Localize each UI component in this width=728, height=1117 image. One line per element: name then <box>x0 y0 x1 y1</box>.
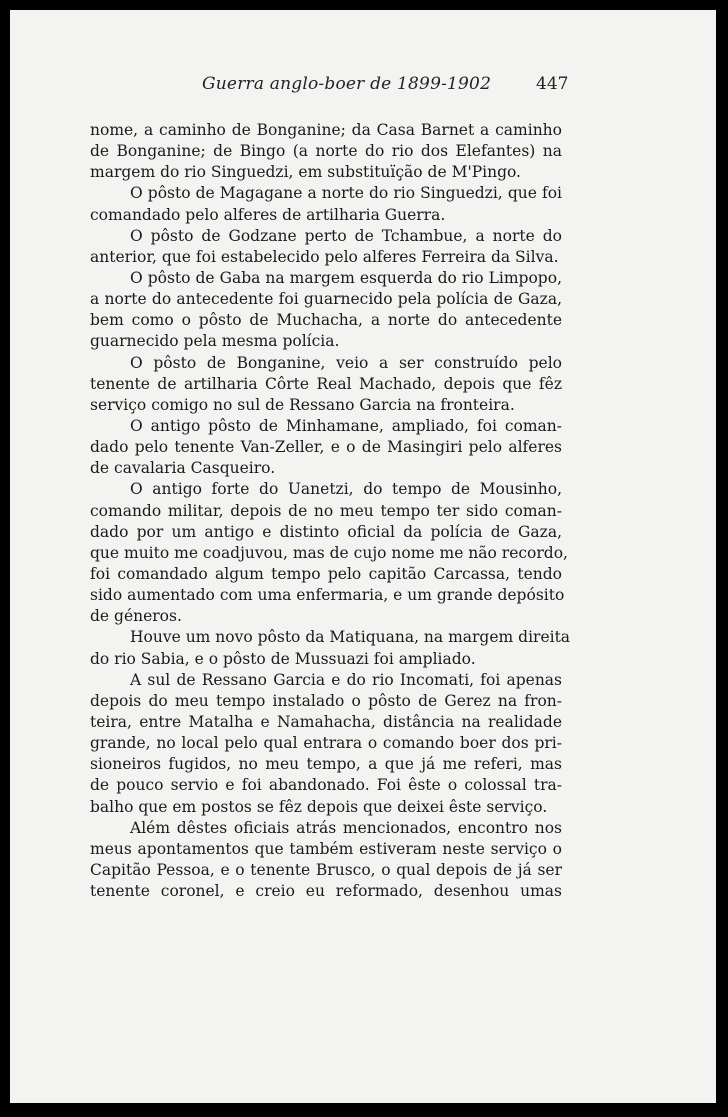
text-line: Houve um novo pôsto da Matiquana, na margem direita <box>130 628 571 647</box>
text-line: de pouco servio e foi abandonado. Foi êste o colossal tra- <box>90 776 562 795</box>
text-line: comandado pelo alferes de artilharia Guerra. <box>90 205 446 224</box>
text-line: O pôsto de Godzane perto de Tchambue, a norte do <box>130 226 562 245</box>
text-line: a norte do antecedente foi guarnecido pela polícia de Gaza, <box>90 290 562 309</box>
text-line: O pôsto de Bonganine, veio a ser construído pelo <box>130 353 562 372</box>
text-line: de cavalaria Casqueiro. <box>90 459 276 478</box>
text-line: teira, entre Matalha e Namahacha, distância na realidade <box>90 712 562 731</box>
text-line: meus apontamentos que também estiveram neste serviço o <box>90 839 562 858</box>
text-line: balho que em postos se fêz depois que deixei êste serviço. <box>90 797 548 816</box>
text-line: Além dêstes oficiais atrás mencionados, encontro nos <box>130 818 562 837</box>
text-line: dado pelo tenente Van-Zeller, e o de Masingiri pelo alferes <box>90 438 562 457</box>
text-line: que muito me coadjuvou, mas de cujo nome me não recordo, <box>90 543 568 562</box>
text-line: nome, a caminho de Bonganine; da Casa Barnet a caminho <box>90 121 562 139</box>
text-line: tenente de artilharia Côrte Real Machado, depois que fêz <box>90 374 562 393</box>
text-line: sido aumentado com uma enfermaria, e um grande depósito <box>90 586 565 605</box>
text-line: O antigo forte do Uanetzi, do tempo de Mousinho, <box>130 480 562 499</box>
book-page <box>10 10 716 1103</box>
text-line: guarnecido pela mesma polícia. <box>90 332 340 351</box>
text-line: comando militar, depois de no meu tempo ter sido coman- <box>90 501 562 520</box>
text-line: depois do meu tempo instalado o pôsto de Gerez na fron- <box>90 691 562 710</box>
text-line: dado por um antigo e distinto oficial da polícia de Gaza, <box>90 522 562 541</box>
text-line: anterior, que foi estabelecido pelo alferes Ferreira da Silva. <box>90 247 559 266</box>
text-line: tenente coronel, e creio eu reformado, desenhou umas <box>90 882 562 901</box>
text-line: bem como o pôsto de Muchacha, a norte do antecedente <box>90 311 562 330</box>
text-line: do rio Sabia, e o pôsto de Mussuazi foi ampliado. <box>90 649 476 668</box>
text-line: Capitão Pessoa, e o tenente Brusco, o qual depois de já ser <box>90 860 562 879</box>
page-number: 447 <box>536 74 569 94</box>
text-line: de géneros. <box>90 607 182 626</box>
text-line: foi comandado algum tempo pelo capitão Carcassa, tendo <box>90 564 562 583</box>
body-text <box>90 120 571 902</box>
text-line: O antigo pôsto de Minhamane, ampliado, foi coman- <box>130 416 562 435</box>
page-header <box>10 74 716 100</box>
running-title: Guerra anglo-boer de 1899-1902 <box>202 74 492 94</box>
text-line: O pôsto de Gaba na margem esquerda do rio Limpopo, <box>130 268 562 287</box>
text-line: margem do rio Singuedzi, em substituïção de M'Pingo. <box>90 163 521 182</box>
text-line: O pôsto de Magagane a norte do rio Singuedzi, que foi <box>130 184 562 203</box>
text-line: A sul de Ressano Garcia e do rio Incomati, foi apenas <box>130 670 562 689</box>
text-line: sioneiros fugidos, no meu tempo, a que já me referi, mas <box>90 755 562 774</box>
text-line: serviço comigo no sul de Ressano Garcia na fronteira. <box>90 395 515 414</box>
text-line: de Bonganine; de Bingo (a norte do rio dos Elefantes) na <box>90 142 562 161</box>
text-line: grande, no local pelo qual entrara o comando boer dos pri- <box>90 734 562 753</box>
